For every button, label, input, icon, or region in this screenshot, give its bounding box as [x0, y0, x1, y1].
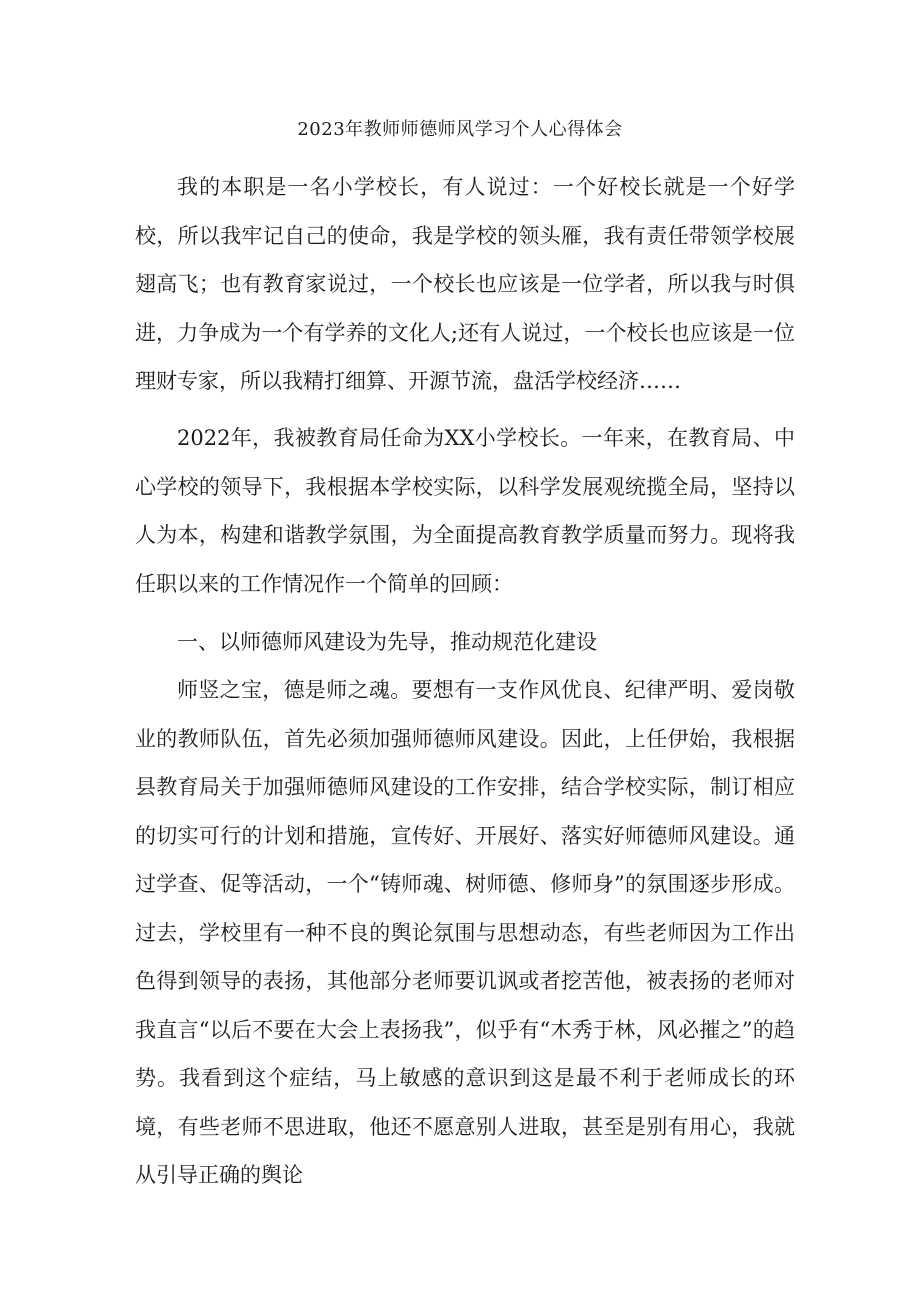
- paragraph-ethics: 师竖之宝，德是师之魂。要想有一支作风优良、纪律严明、爱岗敬业的教师队伍，首先必须加强师德师风建设。因此，上任伊始，我根据县教育局关于加强师德师风建设的工作安排，结合学校实际，制订相应的切实可行的计划和措施，宣传好、开展好、落实好师德师风建设。通过学查、促等活动，一个“铸师魂、树师德、修师身”的氛围逐步形成。过去，学校里有一种不良的舆论氛围与思想动态，有些老师因为工作出色得到领导的表扬，其他部分老师要讥讽或者挖苦他，被表扬的老师对我直言“以后不要在大会上表扬我”，似乎有“木秀于林，风必摧之”的趋势。我看到这个症结，马上敏感的意识到这是最不利于老师成长的环境，有些老师不思进取，他还不愿意别人进取，甚至是别有用心，我就从引导正确的舆论: [135, 678, 795, 1187]
- document-title: 2023年教师师德师风学习个人心得体会: [297, 119, 623, 140]
- section-heading-1: 一、以师德师风建设为先导，推动规范化建设: [177, 630, 597, 654]
- paragraph-intro: 我的本职是一名小学校长，有人说过：一个好校长就是一个好学校，所以我牢记自己的使命，我是学校的领头雁，我有责任带领学校展翅高飞；也有教育家说过，一个校长也应该是一位学者，所以我与时俱进，力争成为一个有学养的文化人;还有人说过，一个校长也应该是一位理财专家，所以我精打细算、开源节流，盘活学校经济……: [135, 175, 795, 393]
- paragraph-appointment: 2022年，我被教育局任命为XX小学校长。一年来，在教育局、中心学校的领导下，我根据本学校实际，以科学发展观统揽全局，坚持以人为本，构建和谐教学氛围，为全面提高教育教学质量而努力。现将我任职以来的工作情况作一个简单的回顾：: [135, 426, 795, 596]
